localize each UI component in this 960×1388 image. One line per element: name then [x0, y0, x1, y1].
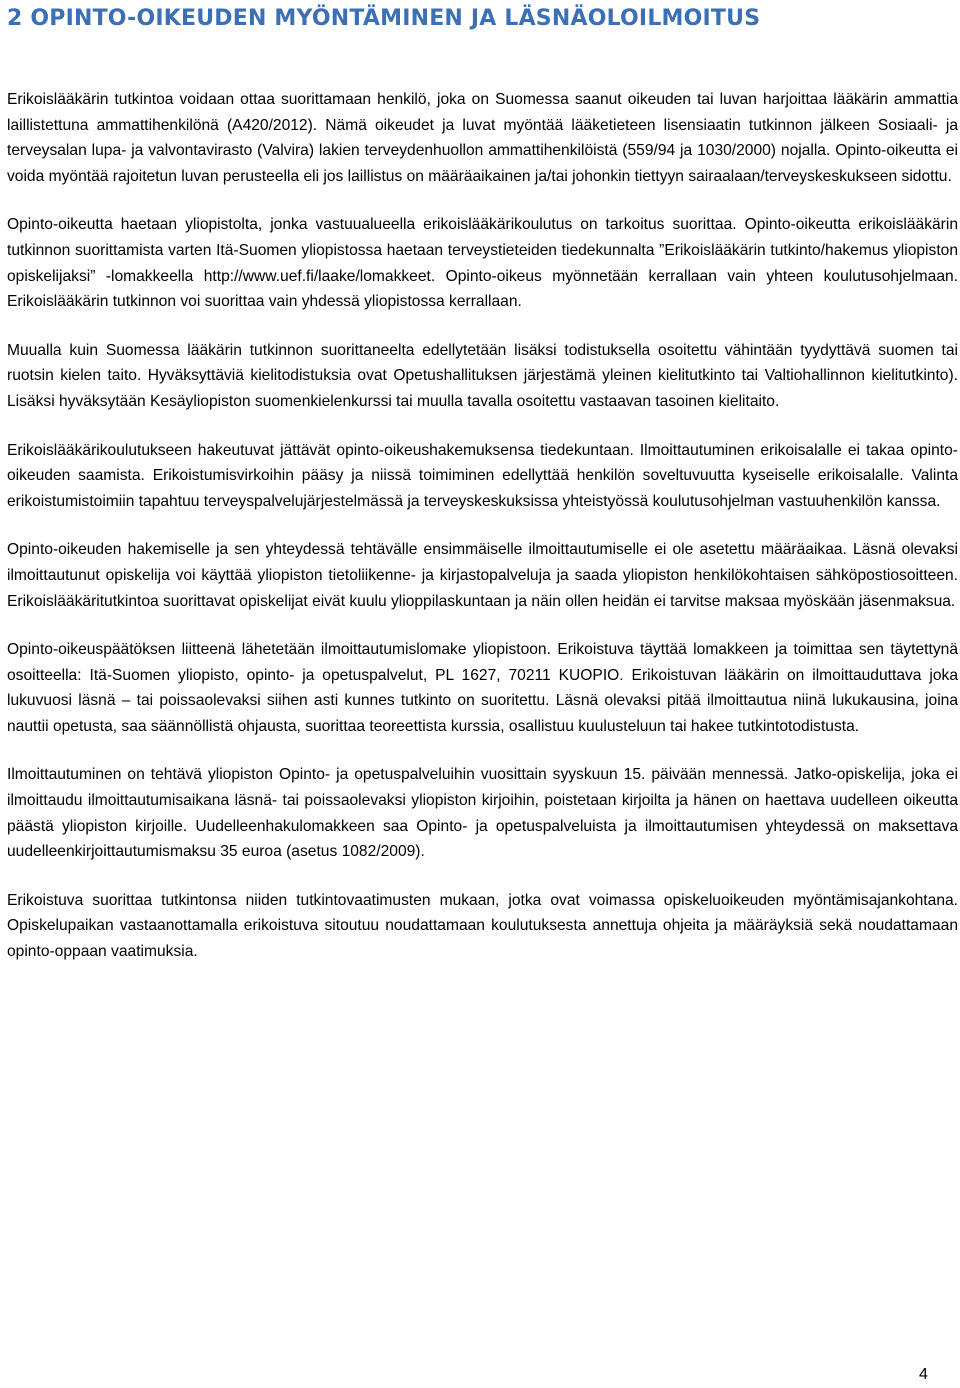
- paragraph-registration-deadline: Ilmoittautuminen on tehtävä yliopiston Opinto- ja opetuspalveluihin vuosittain syyskuun 15. päivään mennessä. Jatko-opiskelija, joka ei ilmoittaudu ilmoittautumisaikana läsnä- tai poissaolevaksi yliopiston kirjoihin, poistetaan kirjoilta ja hänen on haettava uudelleen oikeutta päästä yliopiston kirjoille. Uudelleenhakulomakkeen saa Opinto- ja opetuspalveluista ja ilmoittautumisen yhteydessä on maksettava uudelleenkirjoittautumismaksu 35 euroa (asetus 1082/2009).: [7, 766, 958, 861]
- document-body: [7, 87, 958, 988]
- paragraph-application: Opinto-oikeutta haetaan yliopistolta, jonka vastuualueella erikoislääkärikoulutus on tarkoitus suorittaa. Opinto-oikeutta erikoislääkärin tutkinnon suorittamista varten Itä-Suomen yliopistossa haetaan terveystieteiden tiedekunnalta ”Erikoislääkärin tutkinto/hakemus yliopiston opiskelijaksi” -lomakkeella http://www.uef.fi/laake/lomakkeet. Opinto-oikeus myönnetään kerrallaan vain yhteen koulutusohjelmaan. Erikoislääkärin tutkinnon voi suorittaa vain yhdessä yliopistossa kerrallaan.: [7, 216, 958, 311]
- paragraph-eligibility: Erikoislääkärin tutkintoa voidaan ottaa suorittamaan henkilö, joka on Suomessa saanut oikeuden tai luvan harjoittaa lääkärin ammattia laillistettuna ammattihenkilönä (A420/2012). Nämä oikeudet ja luvat myöntää lääketieteen lisensiaatin tutkinnon jälkeen Sosiaali- ja terveysalan lupa- ja valvontavirasto (Valvira) lakien terveydenhuollon ammattihenkilöistä (559/94 ja 1030/2000) nojalla. Opinto-oikeutta ei voida myöntää rajoitetun luvan perusteella eli jos laillistus on määräaikainen ja/tai johonkin tiettyyn sairaalaan/terveyskeskukseen sidottu.: [7, 91, 958, 185]
- paragraph-language-skills: Muualla kuin Suomessa lääkärin tutkinnon suorittaneelta edellytetään lisäksi todistuksella osoitettu vähintään tyydyttävä suomen tai ruotsin kielen taito. Hyväksyttäviä kielitodistuksia ovat Opetushallituksen järjestämä yleinen kielitutkinto tai Valtiohallinnon kielitutkinto). Lisäksi hyväksytään Kesäyliopiston suomenkielenkurssi tai muulla tavalla osoitettu vastaavan tasoinen kielitaito.: [7, 341, 958, 410]
- paragraph-first-registration: Opinto-oikeuden hakemiselle ja sen yhteydessä tehtävälle ensimmäiselle ilmoittautumiselle ei ole asetettu määräaikaa. Läsnä olevaksi ilmoittautunut opiskelija voi käyttää yliopiston tietoliikenne- ja kirjastopalveluja ja saada yliopiston henkilökohtaisen sähköpostiosoitteen. Erikoislääkäritutkintoa suorittavat opiskelijat eivät kuulu ylioppilaskuntaan ja näin ollen heidän ei tarvitse maksaa myöskään jäsenmaksua.: [7, 541, 958, 610]
- section-heading: 2 OPINTO-OIKEUDEN MYÖNTÄMINEN JA LÄSNÄOLOILMOITUS: [7, 6, 761, 31]
- page-number: 4: [919, 1366, 928, 1383]
- paragraph-specialty-registration: Erikoislääkärikoulutukseen hakeutuvat jättävät opinto-oikeushakemuksensa tiedekuntaan. Ilmoittautuminen erikoisalalle ei takaa opinto-oikeuden saamista. Erikoistumisvirkoihin pääsy ja niissä toimiminen edellyttää henkilön soveltuvuutta kyseiselle erikoisalalle. Valinta erikoistumistoimiin tapahtuu terveyspalvelujärjestelmässä ja terveyskeskuksissa yhteistyössä koulutusohjelman vastuuhenkilön kanssa.: [7, 441, 958, 510]
- paragraph-registration-form: Opinto-oikeuspäätöksen liitteenä lähetetään ilmoittautumislomake yliopistoon. Erikoistuva täyttää lomakkeen ja toimittaa sen täytettynä osoitteella: Itä-Suomen yliopisto, opinto- ja opetuspalvelut, PL 1627, 70211 KUOPIO. Erikoistuvan lääkärin on ilmoittauduttava joka lukuvuosi läsnä – tai poissaolevaksi siihen asti kunnes tutkinto on suoritettu. Läsnä olevaksi pitää ilmoittautua niinä lukukausina, joina nauttii opetusta, saa säännöllistä ohjausta, suorittaa teoreettista kurssia, osallistuu kuulusteluun tai hakee tutkintotodistusta.: [7, 641, 958, 735]
- paragraph-degree-requirements: Erikoistuva suorittaa tutkintonsa niiden tutkintovaatimusten mukaan, jotka ovat voimassa opiskeluoikeuden myöntämisajankohtana. Opiskelupaikan vastaanottamalla erikoistuva sitoutuu noudattamaan koulutuksesta annettuja ohjeita ja määräyksiä sekä noudattamaan opinto-oppaan vaatimuksia.: [7, 891, 958, 961]
